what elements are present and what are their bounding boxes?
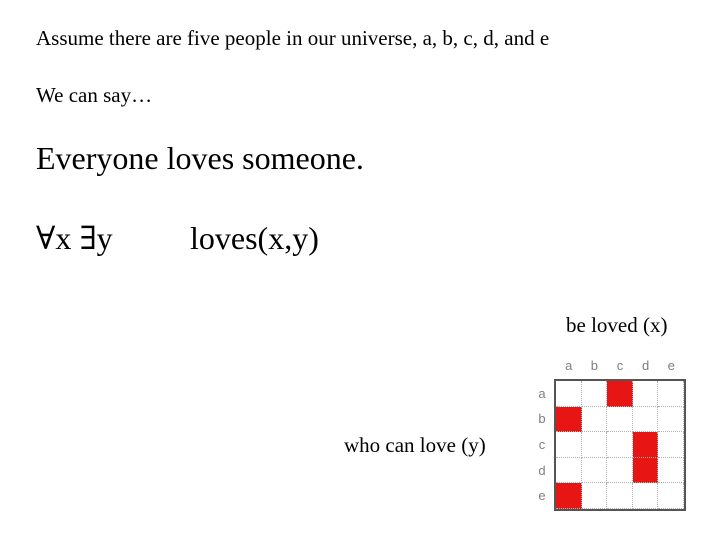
grid-cell-d-b — [582, 458, 608, 484]
grid-cell-b-b — [582, 407, 608, 433]
quantifier-formula: ∀x ∃y — [36, 220, 113, 256]
we-can-say-text: We can say… — [36, 83, 153, 107]
row-header-d: d — [538, 462, 546, 478]
loves-relation-grid — [530, 355, 690, 515]
grid-cell-a-b — [582, 381, 608, 407]
grid-cell-d-a — [556, 458, 582, 484]
column-header-b: b — [590, 358, 598, 373]
grid-cell-b-c — [607, 407, 633, 433]
column-axis-label: be loved (x) — [566, 313, 668, 337]
row-header-c: c — [538, 437, 546, 452]
grid-cell-c-c — [607, 432, 633, 458]
grid-cell-a-a — [556, 381, 582, 407]
row-axis-label: who can love (y) — [344, 433, 486, 457]
row-header-a: a — [538, 385, 546, 401]
grid-cell-d-e — [658, 458, 684, 484]
grid-cell-b-e — [658, 407, 684, 433]
grid-cell-d-d — [633, 458, 659, 484]
grid-cell-c-e — [658, 432, 684, 458]
grid-cell-e-d — [633, 483, 659, 509]
grid-cell-a-c — [607, 381, 633, 407]
grid-body — [554, 379, 686, 511]
grid-cell-c-d — [633, 432, 659, 458]
grid-cell-e-e — [658, 483, 684, 509]
grid-cell-b-a — [556, 407, 582, 433]
grid-cell-e-a — [556, 483, 582, 509]
grid-cell-c-a — [556, 432, 582, 458]
column-header-c: c — [616, 358, 624, 373]
grid-cell-b-d — [633, 407, 659, 433]
statement-text: Everyone loves someone. — [36, 140, 364, 176]
column-header-a: a — [565, 358, 573, 373]
grid-cell-e-b — [582, 483, 608, 509]
column-header-d: d — [641, 358, 650, 373]
grid-cell-e-c — [607, 483, 633, 509]
intro-text: Assume there are five people in our universe, a, b, c, d, and e — [36, 26, 550, 50]
row-header-e: e — [538, 488, 546, 504]
row-header-b: b — [538, 411, 546, 427]
grid-cell-d-c — [607, 458, 633, 484]
grid-cell-a-e — [658, 381, 684, 407]
grid-cell-a-d — [633, 381, 659, 407]
predicate-formula: loves(x,y) — [190, 220, 319, 256]
column-header-e: e — [667, 358, 675, 373]
grid-cell-c-b — [582, 432, 608, 458]
